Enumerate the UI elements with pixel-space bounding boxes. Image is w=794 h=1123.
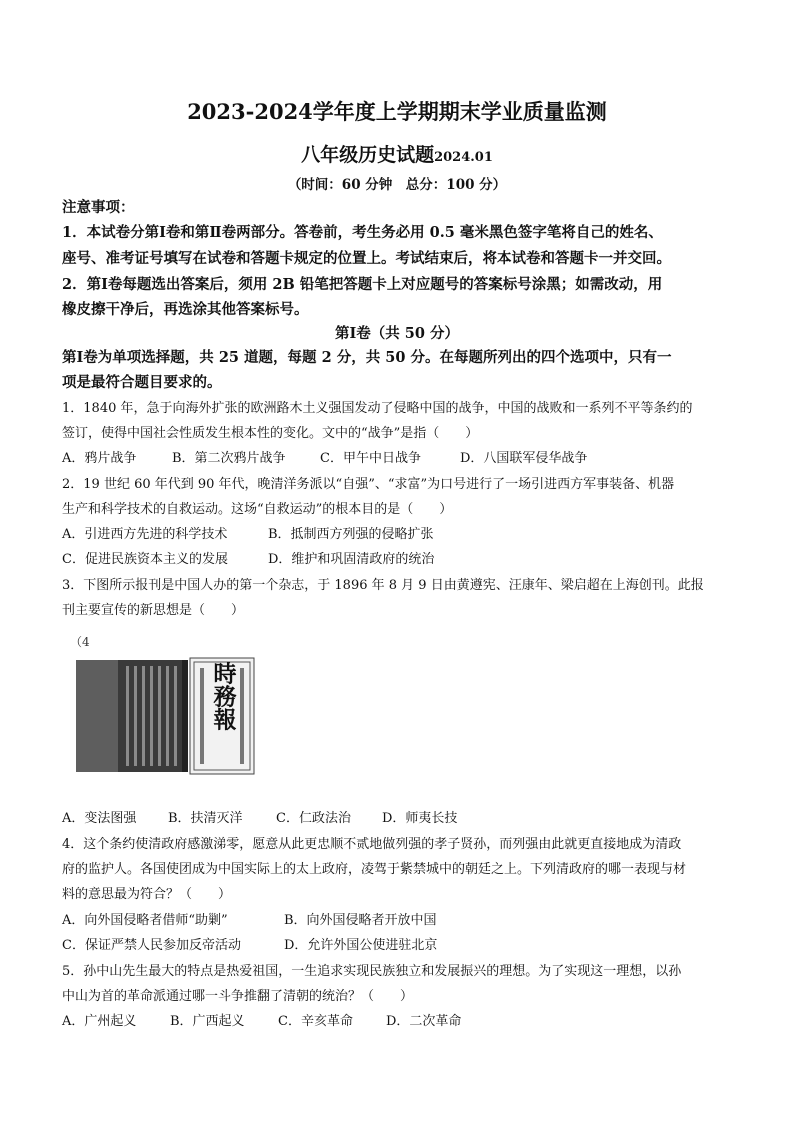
newspaper-title: 時務報 [209, 661, 237, 731]
option-d[interactable]: D．允许外国公使进驻北京 [284, 938, 438, 953]
question-5-stem: 中山为首的革命派通过哪一斗争推翻了清朝的统治？（ ） [62, 989, 414, 1004]
option-b[interactable]: B．向外国侵略者开放中国 [284, 913, 437, 928]
option-a[interactable]: A．向外国侵略者借师“助剿” [62, 913, 228, 928]
notes-heading: 注意事项： [62, 199, 135, 216]
notes-line: 1．本试卷分第Ⅰ卷和第Ⅱ卷两部分。答卷前，考生务必用 0.5 毫米黑色签字笔将自己的姓名、 [62, 224, 663, 241]
exam-subject [0, 140, 794, 167]
option-c[interactable]: C．甲午中日战争 [320, 451, 421, 466]
question-3-stem: 刊主要宣传的新思想是（ ） [62, 603, 245, 618]
option-a[interactable]: A．引进西方先进的科学技术 [62, 527, 228, 542]
question-3-stem: 3．下图所示报刊是中国人办的第一个杂志，于 1896 年 8 月 9 日由黄遵宪、汪康年、梁启超在上海创刊。此报 [62, 578, 704, 593]
photo-mark: （4 [70, 635, 90, 649]
notes-line: 2．第Ⅰ卷每题选出答案后，须用 2B 铅笔把答题卡上对应题号的答案标号涂黑；如需改动，用 [62, 276, 663, 293]
option-c[interactable]: C．仁政法治 [276, 811, 351, 826]
question-4-stem: 料的意思最为符合？（ ） [62, 887, 232, 902]
option-b[interactable]: B．广西起义 [170, 1014, 245, 1029]
option-a[interactable]: A．鸦片战争 [62, 451, 137, 466]
section-intro: 项是最符合题目要求的。 [62, 374, 222, 391]
option-b[interactable]: B．扶清灭洋 [168, 811, 243, 826]
option-c[interactable]: C．辛亥革命 [278, 1014, 353, 1029]
option-d[interactable]: D．八国联军侵华战争 [460, 451, 588, 466]
option-a[interactable]: A．变法图强 [62, 811, 137, 826]
option-a[interactable]: A．广州起义 [62, 1014, 137, 1029]
option-d[interactable]: D．维护和巩固清政府的统治 [268, 552, 435, 567]
newspaper-photo [68, 634, 258, 780]
exam-title: 2023-2024学年度上学期期末学业质量监测 [187, 99, 607, 124]
question-1-stem: 1．1840 年，急于向海外扩张的欧洲路木土义强国发动了侵略中国的战争，中国的战败和一系列不平等条约的 [62, 401, 693, 416]
question-2-options-row-2 [62, 552, 434, 568]
subject-name: 八年级历史试题 [301, 144, 435, 166]
question-5-stem: 5．孙中山先生最大的特点是热爱祖国，一生追求实现民族独立和发展振兴的理想。为了实现这一理想，以孙 [62, 964, 682, 979]
question-4-stem: 4．这个条约使清政府感激涕零，愿意从此更忠顺不贰地做列强的孝子贤孙，而列强由此就更直接地成为清政 [62, 837, 682, 852]
option-c[interactable]: C．保证严禁人民参加反帝活动 [62, 938, 241, 953]
option-d[interactable]: D．二次革命 [386, 1014, 462, 1029]
question-4-options-row-1 [62, 913, 437, 929]
option-d[interactable]: D．师夷长技 [382, 811, 458, 826]
option-b[interactable]: B．抵制西方列强的侵略扩张 [268, 527, 434, 542]
question-1-stem: 签订，使得中国社会性质发生根本性的变化。文中的“战争”是指（ ） [62, 426, 479, 441]
question-2-stem: 生产和科学技术的自救运动。这场“自救运动”的根本目的是（ ） [62, 502, 453, 517]
option-c[interactable]: C．促进民族资本主义的发展 [62, 552, 228, 567]
question-4-stem: 府的监护人。各国使团成为中国实际上的太上政府，凌驾于紫禁城中的朝廷之上。下列清政府的哪一表现与材 [62, 862, 687, 877]
question-1-options [62, 451, 587, 467]
section-heading: 第Ⅰ卷（共 50 分） [334, 325, 460, 342]
question-3-options [62, 811, 457, 827]
question-5-options [62, 1014, 461, 1030]
question-2-options-row-1 [62, 527, 434, 543]
exam-date: 2024.01 [434, 150, 493, 165]
section-intro: 第Ⅰ卷为单项选择题，共 25 道题，每题 2 分，共 50 分。在每题所列出的四个选项中，只有一 [62, 349, 672, 366]
notes-line: 座号、准考证号填写在试卷和答题卡规定的位置上。考试结束后，将本试卷和答题卡一并交回。 [62, 250, 671, 267]
question-4-options-row-2 [62, 938, 437, 954]
time-and-score: （时间：60 分钟 总分：100 分） [287, 177, 507, 193]
question-2-stem: 2．19 世纪 60 年代到 90 年代，晚清洋务派以“自强”、“求富”为口号进行了一场引进西方军事装备、机器 [62, 477, 675, 492]
option-b[interactable]: B．第二次鸦片战争 [172, 451, 286, 466]
notes-line: 橡皮擦干净后，再选涂其他答案标号。 [62, 301, 309, 318]
